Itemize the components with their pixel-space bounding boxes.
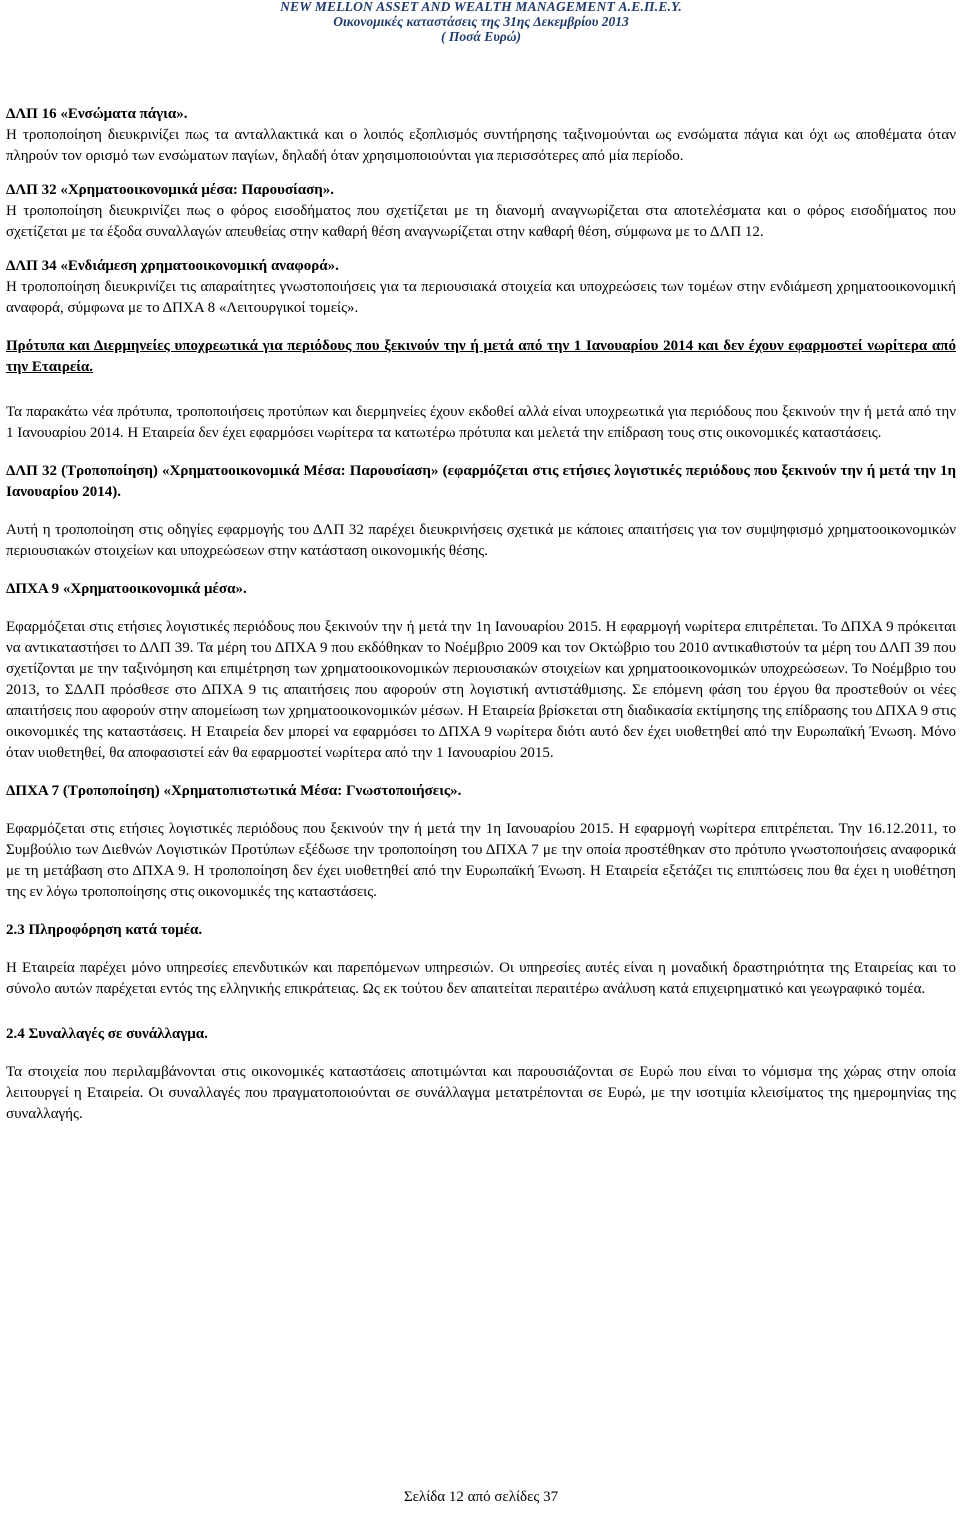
currency-note: ( Ποσά Ευρώ) (440, 29, 522, 44)
paragraph-segment-reporting: Η Εταιρεία παρέχει μόνο υπηρεσίες επενδυτικών και παρεπόμενων υπηρεσιών. Οι υπηρεσίες αυτές είναι η μοναδική δραστηριότητα της Εταιρείας και το σύνολο αυτών παρέχεται εντός της ελληνικής επικράτειας. Ως εκ τούτου δεν απαιτείται περαιτέρω ανάλυση κατά επιχειρηματικό και γεωγραφικό τομέα. (6, 960, 956, 997)
paragraph-ias32-amendment: Αυτή η τροποποίηση στις οδηγίες εφαρμογής του ΔΛΠ 32 παρέχει διευκρινήσεις σχετικά με κάποιες απαιτήσεις για τον συμψηφισμό χρηματοοικονομικών περιουσιακών στοιχείων και υποχρεώσεων στην κατάσταση οικονομικής θέσης. (6, 522, 956, 559)
statements-subtitle: Οικονομικές καταστάσεις της 31ης Δεκεμβρίου 2013 (333, 14, 629, 29)
paragraph-ias32: Η τροποποίηση διευκρινίζει πως ο φόρος εισοδήματος που σχετίζεται με τη διανομή αναγνωρίζεται στα αποτελέσματα και ο φόρος εισοδήματος που σχετίζεται με τα έξοδα συναλλαγών απευθείας στην καθαρή θέση αναγνωρίζεται στην καθαρή θέση, σύμφωνα με το ΔΛΠ 12. (6, 203, 956, 240)
paragraph-new-standards: Τα παρακάτω νέα πρότυπα, τροποποιήσεις προτύπων και διερμηνείες έχουν εκδοθεί αλλά είναι υποχρεωτικά για περιόδους που ξεκινούν την ή μετά από την 1 Ιανουαρίου 2014. Η Εταιρεία δεν έχει εφαρμόσει νωρίτερα τα κατωτέρω πρότυπα και μελετά την επίδραση τους στις οικονομικές καταστάσεις. (6, 404, 956, 441)
heading-ias32: ΔΛΠ 32 «Χρηματοοικονομικά μέσα: Παρουσίαση». (6, 182, 335, 198)
heading-ias34: ΔΛΠ 34 «Ενδιάμεση χρηματοοικονομική αναφορά». (6, 258, 339, 274)
heading-new-standards: Πρότυπα και Διερμηνείες υποχρεωτικά για περιόδους που ξεκινούν την ή μετά από την 1 Ιανουαρίου 2014 και δεν έχουν εφαρμοστεί νωρίτερα από την Εταιρεία. (6, 338, 956, 375)
heading-ias16 (6, 104, 956, 125)
document-page (6, 0, 956, 1513)
paragraph-ifrs7: Εφαρμόζεται στις ετήσιες λογιστικές περιόδους που ξεκινούν την ή μετά την 1η Ιανουαρίου 2015. Η εφαρμογή νωρίτερα επιτρέπεται. Την 16.12.2011, το Συμβούλιο των Διεθνών Λογιστικών Προτύπων εξέδωσε την τροποποίηση του ΔΠΧΑ 7 με την οποία προστέθηκαν στο πρότυπο γνωστοποιήσεις αναφορικά με τη μετάβαση στο ΔΠΧΑ 9. Η τροποποίηση δεν έχει υιοθετηθεί από την Ευρωπαϊκή Ένωση. Η Εταιρεία εξετάζει τις επιπτώσεις που θα έχει η υιοθέτηση της εν λόγω τροποποίησης στις οικονομικές της καταστάσεις. (6, 821, 956, 900)
heading-ias16-text: ΔΛΠ 16 «Ενσώματα πάγια». (6, 106, 188, 122)
heading-ifrs9: ΔΠΧΑ 9 «Χρηματοοικονομικά μέσα». (6, 581, 247, 597)
heading-foreign-currency: 2.4 Συναλλαγές σε συνάλλαγμα. (6, 1026, 208, 1042)
document-body (6, 104, 956, 1125)
page-number: Σελίδα 12 από σελίδες 37 (403, 1489, 559, 1505)
page-header (6, 0, 956, 44)
heading-segment-reporting: 2.3 Πληροφόρηση κατά τομέα. (6, 922, 203, 938)
heading-ias32-amendment: ΔΛΠ 32 (Τροποποίηση) «Χρηματοοικονομικά Μέσα: Παρουσίαση» (εφαρμόζεται στις ετήσιες λογιστικές περιόδους που ξεκινούν την ή μετά την 1η Ιανουαρίου 2014). (6, 463, 956, 500)
paragraph-ifrs9: Εφαρμόζεται στις ετήσιες λογιστικές περιόδους που ξεκινούν την ή μετά την 1η Ιανουαρίου 2015. Η εφαρμογή νωρίτερα επιτρέπεται. Το ΔΠΧΑ 9 πρόκειται να αντικαταστήσει το ΔΛΠ 39. Τα μέρη του ΔΠΧΑ 9 που εκδόθηκαν το Νοέμβριο 2009 και τον Οκτώβριο του 2010 αντικαθιστούν τα μέρη του ΔΛΠ 39 που σχετίζονται με την ταξινόμηση και επιμέτρηση των χρηματοοικονομικών περιουσιακών στοιχείων και χρηματοοικονομικών υποχρεώσεων. Το Νοέμβριο του 2013, το ΣΔΛΠ πρόσθεσε στο ΔΠΧΑ 9 τις απαιτήσεις που αφορούν στη λογιστική αντιστάθμισης. Σε επόμενη φάση του έργου θα προστεθούν οι νέες απαιτήσεις που αφορούν στην απομείωση των χρηματοοικονομικών μέσων. Η Εταιρεία βρίσκεται στη διαδικασία εκτίμησης της επίδρασης του ΔΠΧΑ 9 στις οικονομικές της καταστάσεις. Η Εταιρεία δεν μπορεί να εφαρμόσει το ΔΠΧΑ 9 νωρίτερα διότι αυτό δεν έχει υιοθετηθεί από την Ευρωπαϊκή Ένωση. Μόνο όταν υιοθετηθεί, θα αποφασιστεί εάν θα εφαρμοστεί νωρίτερα από την 1 Ιανουαρίου 2015. (6, 619, 956, 761)
heading-ifrs7: ΔΠΧΑ 7 (Τροποποίηση) «Χρηματοπιστωτικά Μέσα: Γνωστοποιήσεις». (6, 783, 462, 799)
paragraph-foreign-currency: Τα στοιχεία που περιλαμβάνονται στις οικονομικές καταστάσεις αποτιμώνται και παρουσιάζονται σε Ευρώ που είναι το νόμισμα της χώρας στην οποία λειτουργεί η Εταιρεία. Οι συναλλαγές που πραγματοποιούνται σε συνάλλαγμα μετατρέπονται σε Ευρώ, με την ισοτιμία κλεισίματος της ημερομηνίας της συναλλαγής. (6, 1064, 956, 1122)
company-name: NEW MELLON ASSET AND WEALTH MANAGEMENT Α.Ε.Π.Ε.Υ. (280, 0, 682, 14)
paragraph-ias16: Η τροποποίηση διευκρινίζει πως τα ανταλλακτικά και ο λοιπός εξοπλισμός συντήρησης ταξινομούνται ως ενσώματα πάγια και όχι ως αποθέματα όταν πληρούν τον ορισμό των ενσώματων παγίων, δηλαδή όταν χρησιμοποιούνται για περισσότερες από μία περίοδο. (6, 127, 956, 164)
paragraph-ias34: Η τροποποίηση διευκρινίζει τις απαραίτητες γνωστοποιήσεις για τα περιουσιακά στοιχεία και υποχρεώσεις των τομέων στην ενδιάμεση χρηματοοικονομική αναφορά, σύμφωνα με το ΔΠΧΑ 8 «Λειτουργικοί τομείς». (6, 279, 956, 316)
